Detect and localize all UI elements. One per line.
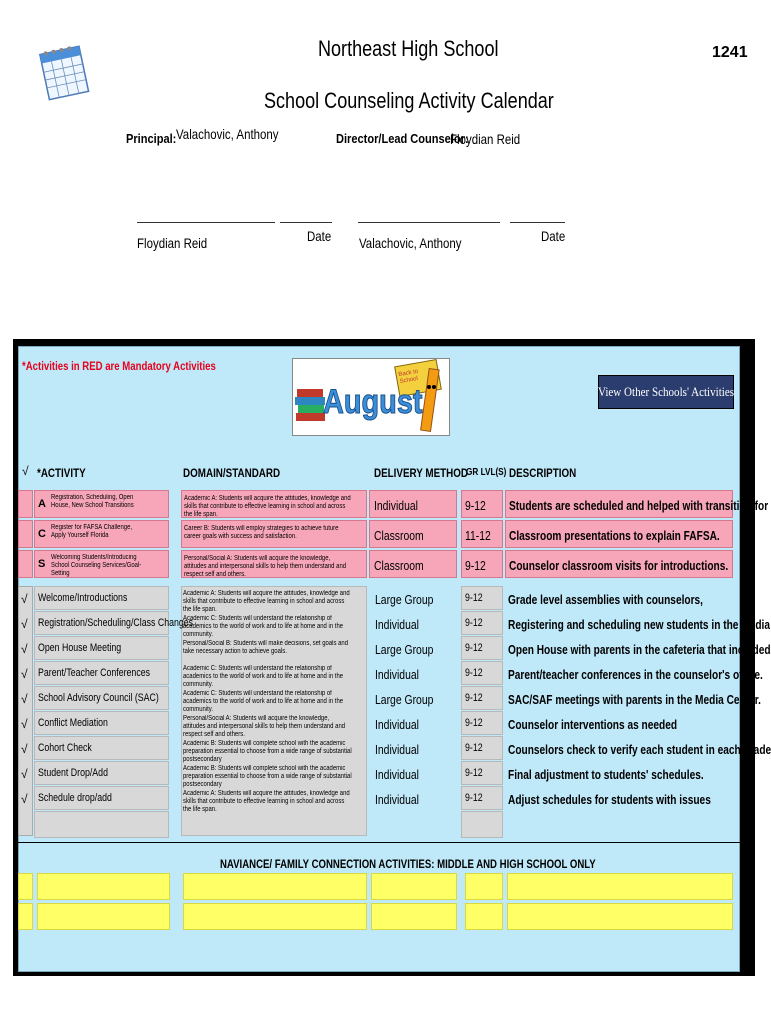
grade-cell [461,736,503,760]
mandatory-domain-text: Academic A: Students will acquire the attitudes, knowledge and skills that contribute to effective learning in school and across the life span. [184,495,351,518]
banner-month: August [323,383,423,421]
mandatory-code: C [38,528,46,540]
header-activity: *ACTIVITY [37,466,86,480]
mandatory-description-cell [505,490,769,518]
delivery-text: Large Group [375,692,434,707]
mandatory-marker [18,550,33,578]
naviance-check-cell [18,903,33,930]
mandatory-marker [18,490,33,518]
date-line-left [280,222,332,223]
domain-text: Academic A: Students will acquire the attitudes, knowledge and skills that contribute to effective learning in school and across the life span. [183,790,350,813]
activity-check[interactable]: √ [21,592,28,606]
grade-text: 9-12 [465,667,483,679]
activity-text: Cohort Check [38,742,92,754]
grade-text: 9-12 [465,742,483,754]
mandatory-grade-text: 11-12 [465,528,491,543]
naviance-description-cell [507,903,733,930]
delivery-cell [369,611,457,636]
domain-text: Personal/Social A: Students will acquire the knowledge, attitudes and interpersonal skills to help them understand and respect self and others. [183,715,346,738]
grade-text: 9-12 [465,692,483,704]
mandatory-description-text: Counselor classroom visits for introductions. [509,558,729,573]
activity-cell [34,686,169,710]
signature-line-right [358,222,500,223]
signature-line-left [137,222,275,223]
domain-text: Academic C: Students will understand the relationship of academics to the world of work and to life at home and in the community. [183,665,344,688]
principal-label: Principal: [126,131,177,146]
delivery-text: Individual [375,667,419,682]
mandatory-grade-cell [461,550,503,578]
grade-cell [461,636,503,660]
naviance-description-cell [507,873,733,900]
naviance-check-cell [18,873,33,900]
activity-text: Registration/Scheduling/Class Changes [38,617,194,629]
mandatory-activity-cell [34,550,169,578]
description-cell [505,736,771,761]
description-cell [505,611,770,636]
mandatory-delivery-cell [369,550,457,578]
mandatory-delivery-text: Classroom [374,528,424,543]
grade-text: 9-12 [465,592,483,604]
delivery-cell [369,661,457,686]
activity-cell [34,661,169,685]
domain-text: Academic B: Students will complete school with the academic preparation essential to choose from a wide range of substantial postsecondary [183,740,352,763]
delivery-cell [369,736,457,761]
header-delivery: DELIVERY METHOD [374,466,469,480]
grade-cell [461,761,503,785]
activity-check[interactable]: √ [21,717,28,731]
mandatory-delivery-text: Classroom [374,558,424,573]
grade-cell [461,611,503,635]
activity-text: Open House Meeting [38,642,122,654]
grade-text: 9-12 [465,767,483,779]
activity-check[interactable]: √ [21,617,28,631]
calendar-icon [36,40,92,104]
mandatory-code: S [38,558,46,570]
delivery-text: Individual [375,767,419,782]
grade-text: 9-12 [465,642,483,654]
domain-text: Personal/Social B: Students will make decisions, set goals and take necessary action to achieve goals. [183,640,349,655]
description-text: Parent/teacher conferences in the counselor's office. [508,667,763,682]
naviance-grade-cell [465,873,503,900]
description-text: Counselor interventions as needed [508,717,678,732]
delivery-text: Individual [375,617,419,632]
delivery-text: Individual [375,742,419,757]
mandatory-domain-text: Career B: Students will employ strategies to achieve future career goals with success and satisfaction. [184,525,339,540]
mandatory-grade-cell [461,490,503,518]
description-text: Counselors check to verify each student in each grade [508,742,771,757]
naviance-divider [18,842,740,843]
grade-cell [461,586,503,610]
principal-name: Valachovic, Anthony [176,126,279,142]
grade-cell [461,686,503,710]
delivery-cell [369,686,457,711]
delivery-cell [369,761,457,786]
calendar-title: School Counseling Activity Calendar [264,88,554,113]
description-text: Adjust schedules for students with issues [508,792,711,807]
delivery-cell [369,711,457,736]
banner-sign-text: Back to School [398,368,419,386]
date-label-right: Date [541,228,566,244]
delivery-text: Large Group [375,592,434,607]
activity-text: Welcome/Introductions [38,592,128,604]
mandatory-description-cell [505,550,733,578]
header-description: DESCRIPTION [509,466,577,480]
description-cell [505,786,733,811]
header-grade: GR LVL(S) [466,467,507,478]
description-text: Grade level assemblies with counselors, [508,592,703,607]
mandatory-marker [18,520,33,548]
activity-cell-empty [34,811,169,838]
grade-cell-empty [461,811,503,838]
activity-cell [34,761,169,785]
school-name: Northeast High School [318,36,499,61]
grade-text: 9-12 [465,717,483,729]
grade-cell [461,661,503,685]
activity-cell [34,586,169,610]
director-label: Director/Lead Counselor: [336,131,469,146]
mandatory-domain-cell [181,520,367,548]
signature-name-right: Valachovic, Anthony [359,235,462,251]
mandatory-domain-cell [181,550,367,578]
mandatory-description-text: Classroom presentations to explain FAFSA. [509,528,720,543]
activity-check[interactable]: √ [21,642,28,656]
description-text: Final adjustment to students' schedules. [508,767,704,782]
director-name: Floydian Reid [450,131,521,147]
date-line-right [510,222,565,223]
activity-cell [34,711,169,735]
domain-text: Academic C: Students will understand the relationship of academics to the world of work and to life at home and in the community. [183,690,344,713]
activity-text: Student Drop/Add [38,767,108,779]
activity-check[interactable]: √ [21,792,28,806]
naviance-activity-cell [37,873,170,900]
grade-cell [461,711,503,735]
mandatory-description-cell [505,520,733,548]
view-other-schools-button[interactable]: View Other Schools' Activities [598,375,734,409]
mandatory-domain-cell [181,490,367,518]
domain-text: Academic B: Students will complete school with the academic preparation essential to choose from a wide range of substantial postsecondary [183,765,352,788]
mandatory-delivery-cell [369,490,457,518]
delivery-text: Individual [375,792,419,807]
activity-check[interactable]: √ [21,667,28,681]
mandatory-description-text: Students are scheduled and helped with transition for [509,498,769,513]
naviance-delivery-cell [371,903,457,930]
description-cell [505,586,733,611]
grade-text: 9-12 [465,617,483,629]
domain-text: Academic A: Students will acquire the attitudes, knowledge and skills that contribute to effective learning in school and across the life span. [183,590,350,613]
activity-text: Conflict Mediation [38,717,108,729]
mandatory-activity-text: Registration, Scheduling, Open House, New School Transitions [51,494,134,509]
mandatory-delivery-text: Individual [374,498,418,513]
mandatory-activity-text: Register for FAFSA Challenge, Apply Yourself Florida [51,524,133,539]
activity-cell [34,786,169,810]
header-domain: DOMAIN/STANDARD [183,466,281,480]
description-cell [505,686,761,711]
august-banner [292,358,450,436]
naviance-activity-cell [37,903,170,930]
description-cell [505,761,733,786]
mandatory-grade-text: 9-12 [465,558,486,573]
description-cell [505,636,771,661]
activity-check[interactable]: √ [21,742,28,756]
naviance-domain-cell [183,873,367,900]
description-cell [505,661,763,686]
activity-text: School Advisory Council (SAC) [38,692,159,704]
date-label-left: Date [307,228,332,244]
mandatory-activity-cell [34,520,169,548]
mandatory-note: *Activities in RED are Mandatory Activities [22,359,216,373]
header-check: √ [22,464,29,478]
grade-text: 9-12 [465,792,483,804]
description-text: Registering and scheduling new students in the Media [508,617,770,632]
school-number: 1241 [712,44,748,61]
activity-cell [34,636,169,660]
domain-text: Academic C: Students will understand the relationship of academics to the world of work and to life at home and in the community. [183,615,344,638]
mandatory-grade-text: 9-12 [465,498,486,513]
delivery-cell [369,586,457,611]
mandatory-domain-text: Personal/Social A: Students will acquire the knowledge, attitudes and interpersonal skills to help them understand and respect self and others. [184,555,347,578]
activity-check[interactable]: √ [21,767,28,781]
activity-cell [34,736,169,760]
grade-cell [461,786,503,810]
naviance-title: NAVIANCE/ FAMILY CONNECTION ACTIVITIES: MIDDLE AND HIGH SCHOOL ONLY [220,857,596,871]
description-cell [505,711,733,736]
naviance-domain-cell [183,903,367,930]
mandatory-activity-text: Welcoming Students/Introducing School Counseling Services/Goal-Setting [51,554,142,577]
mandatory-grade-cell [461,520,503,548]
activity-check[interactable]: √ [21,692,28,706]
delivery-cell [369,786,457,811]
description-text: Open House with parents in the cafeteria that included [508,642,771,657]
delivery-text: Individual [375,717,419,732]
mandatory-activity-cell [34,490,169,518]
activity-text: Schedule drop/add [38,792,112,804]
delivery-text: Large Group [375,642,434,657]
signature-name-left: Floydian Reid [137,235,208,251]
mandatory-code: A [38,498,46,510]
naviance-delivery-cell [371,873,457,900]
mandatory-delivery-cell [369,520,457,548]
activity-text: Parent/Teacher Conferences [38,667,151,679]
activity-cell [34,611,194,635]
naviance-grade-cell [465,903,503,930]
delivery-cell [369,636,457,661]
description-text: SAC/SAF meetings with parents in the Media Center. [508,692,761,707]
